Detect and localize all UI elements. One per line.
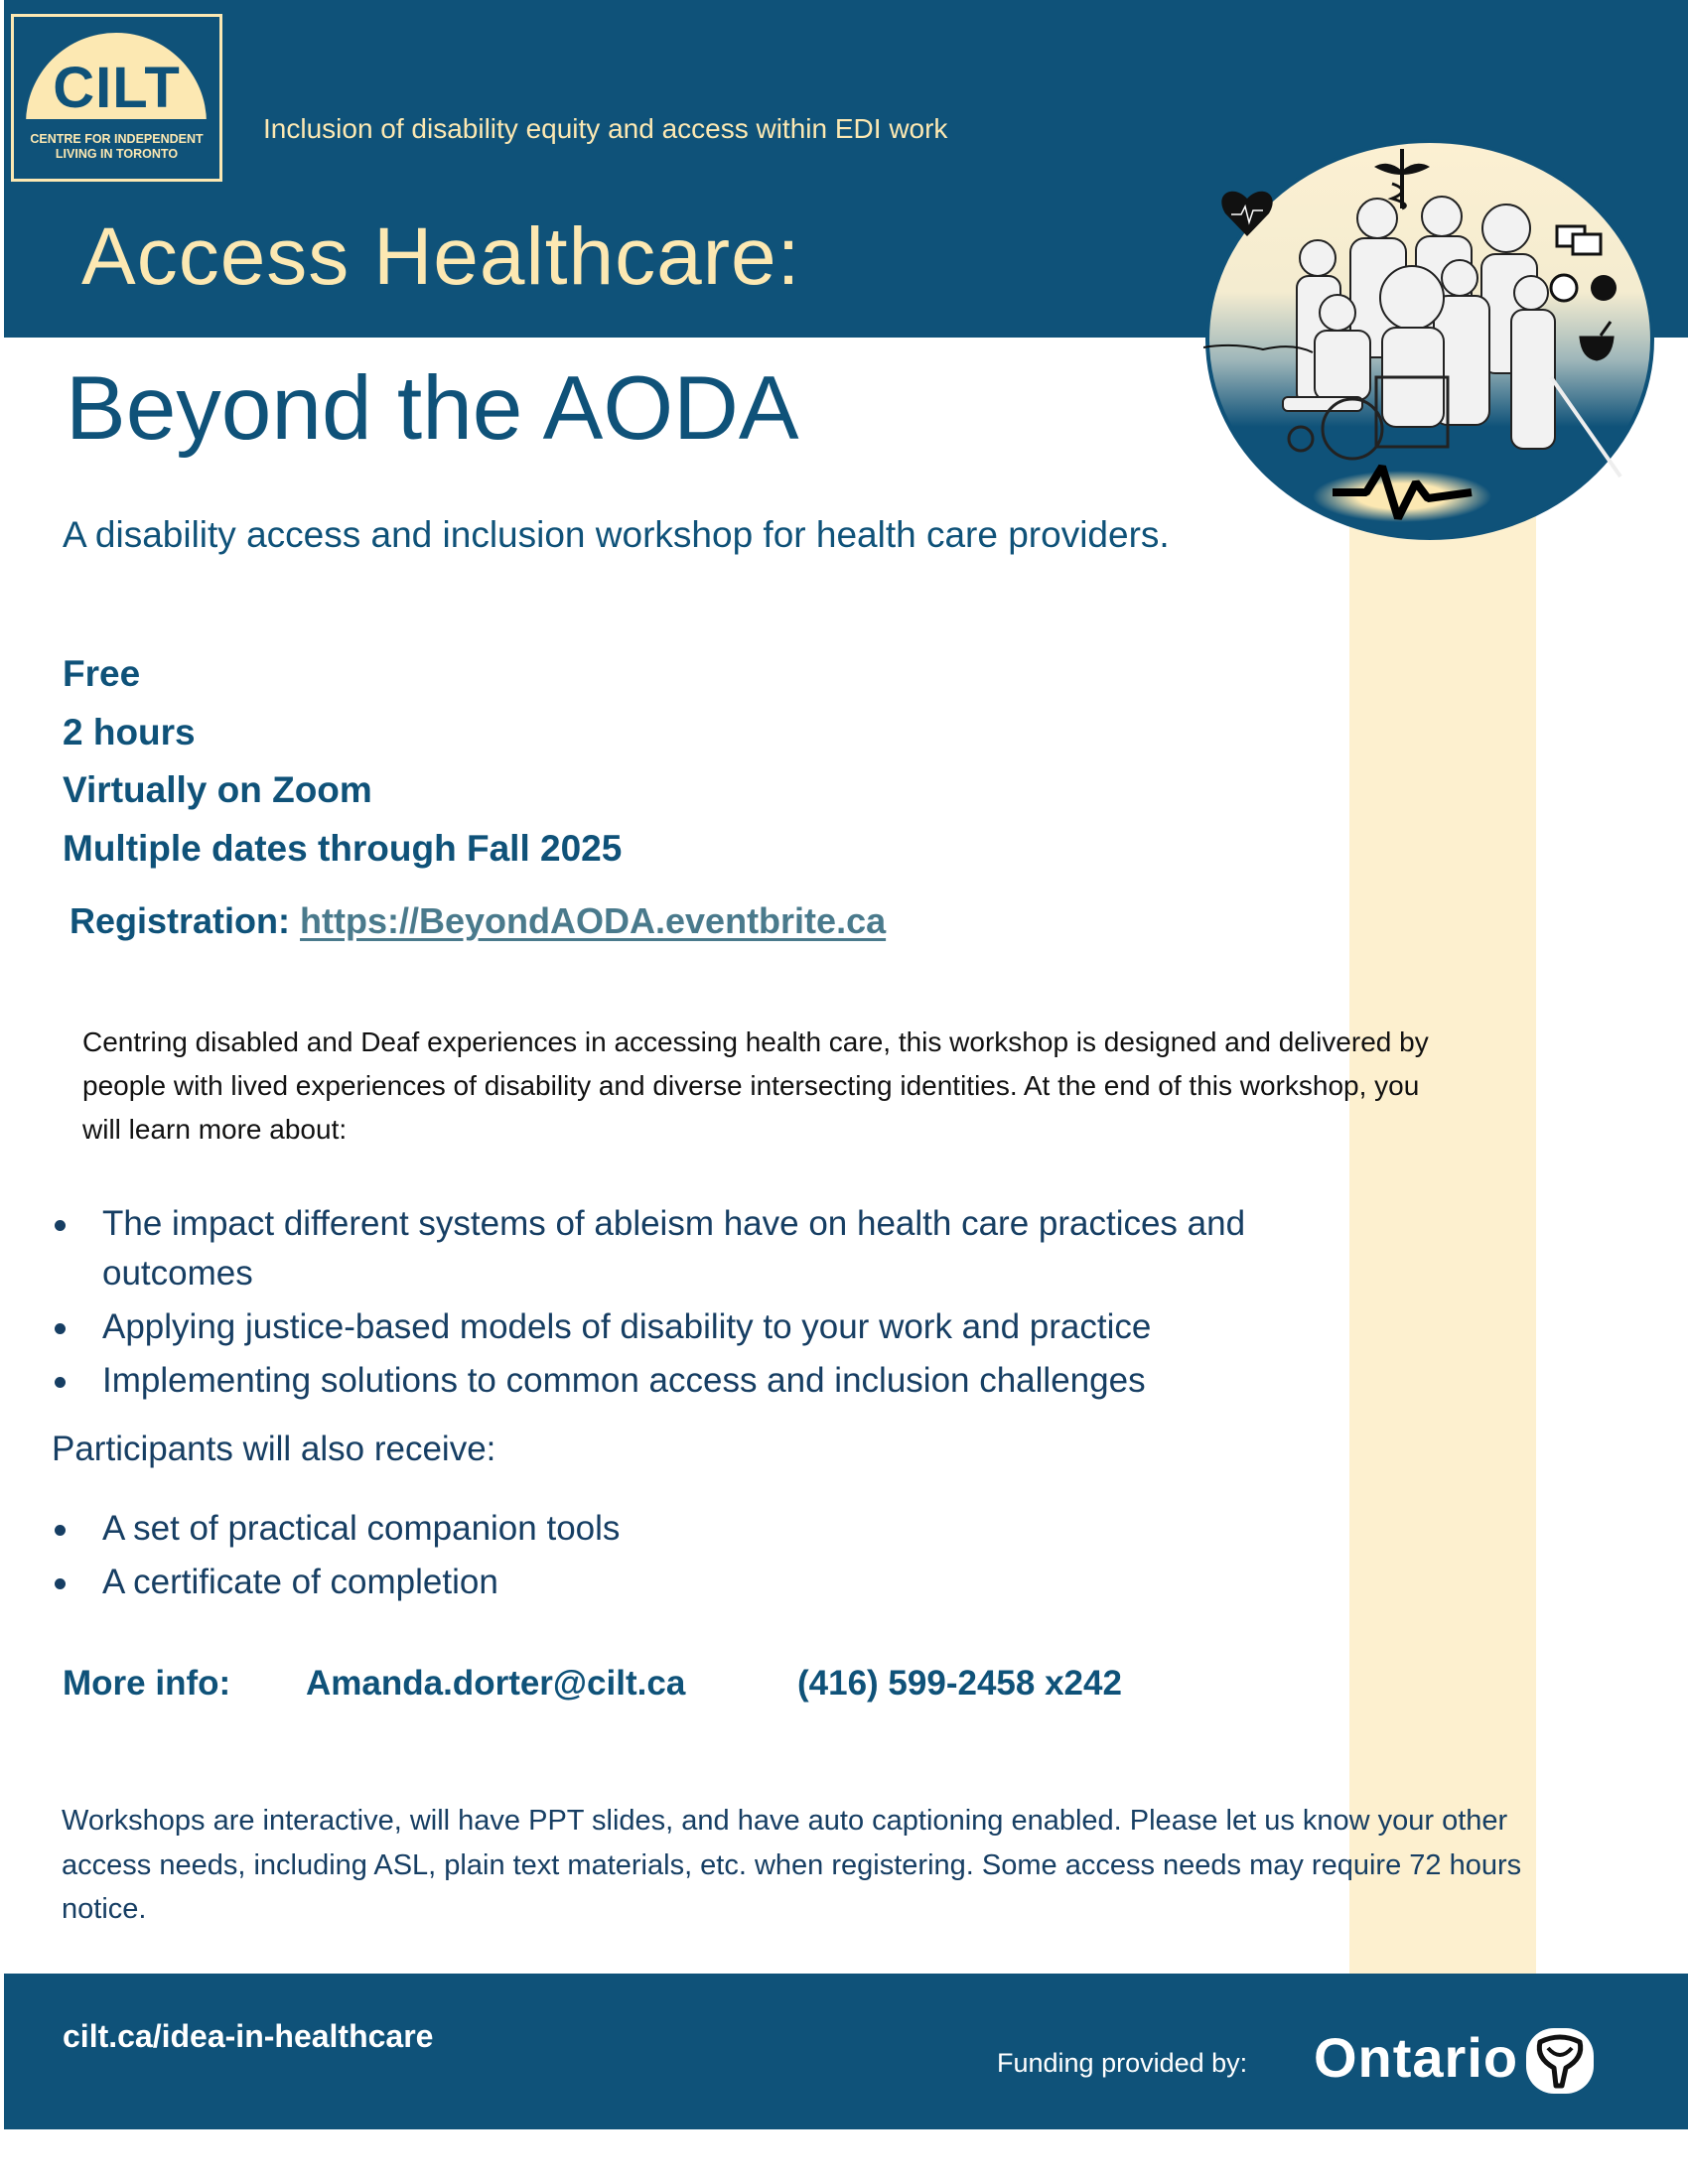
registration xyxy=(70,900,886,942)
fact-duration: 2 hours xyxy=(63,711,196,752)
contact-info xyxy=(63,1664,1122,1704)
logo-subtitle-line2: LIVING IN TORONTO xyxy=(55,147,179,161)
list-item xyxy=(50,1504,943,1554)
learning-outcomes-list xyxy=(50,1199,1370,1410)
more-info-label: More info: xyxy=(63,1664,231,1703)
funding-label: Funding provided by: xyxy=(997,2048,1248,2078)
logo-subtitle-line1: CENTRE FOR INDEPENDENT xyxy=(30,132,204,146)
registration-link[interactable]: https://BeyondAODA.eventbrite.ca xyxy=(300,900,887,941)
list-item xyxy=(50,1356,1370,1406)
people-illustration xyxy=(1203,139,1656,540)
contact-email[interactable]: Amanda.dorter@cilt.ca xyxy=(306,1664,686,1703)
bullet-icon xyxy=(55,1377,66,1388)
bullet-icon xyxy=(55,1578,66,1589)
list-item xyxy=(50,1199,1370,1298)
bullet-icon xyxy=(55,1220,66,1231)
intro-paragraph: Centring disabled and Deaf experiences in accessing health care, this workshop is designed and delivered by people with lived experiences of disability and diverse intersecting identities. At the end of this workshop, you will learn more about: xyxy=(82,1026,1429,1145)
logo-wordmark: CILT xyxy=(53,56,181,120)
trillium-icon xyxy=(1526,2028,1594,2094)
fact-dates: Multiple dates through Fall 2025 xyxy=(63,827,623,869)
ontario-logo-text: Ontario xyxy=(1314,2026,1519,2089)
fact-location: Virtually on Zoom xyxy=(63,769,372,810)
bullet-icon xyxy=(55,1323,66,1334)
list-item-text: Applying justice-based models of disability to your work and practice xyxy=(102,1307,1152,1346)
participants-label: Participants will also receive: xyxy=(52,1430,496,1468)
list-item-text: The impact different systems of ableism have on health care practices and outcomes xyxy=(102,1204,1246,1293)
cilt-logo[interactable] xyxy=(11,14,222,182)
bullet-icon xyxy=(55,1525,66,1536)
participant-benefits-list xyxy=(50,1504,943,1611)
contact-phone[interactable]: (416) 599-2458 x242 xyxy=(797,1664,1122,1703)
header-tagline: Inclusion of disability equity and access within EDI work xyxy=(263,113,948,144)
accessibility-notice: Workshops are interactive, will have PPT slides, and have auto captioning enabled. Please let us know your other access needs, including ASL, plain text materials, etc. when registering. Some access needs may require 72 hours notice. xyxy=(62,1805,1522,1925)
workshop-description: A disability access and inclusion workshop for health care providers. xyxy=(63,514,1170,555)
list-item-text: Implementing solutions to common access and inclusion challenges xyxy=(102,1361,1146,1400)
list-item-text: A set of practical companion tools xyxy=(102,1509,621,1548)
decorative-stripe xyxy=(1349,417,1536,1974)
workshop-facts xyxy=(63,645,622,878)
list-item xyxy=(50,1558,943,1607)
section-heading: Beyond the AODA xyxy=(66,358,799,459)
registration-label: Registration: xyxy=(70,900,291,941)
page-title: Access Healthcare: xyxy=(81,211,801,302)
trillium-svg xyxy=(1526,2028,1594,2094)
list-item-text: A certificate of completion xyxy=(102,1563,498,1601)
footer-url-link[interactable]: cilt.ca/idea-in-healthcare xyxy=(63,2018,434,2054)
fact-cost: Free xyxy=(63,653,141,694)
illustration-svg xyxy=(1203,139,1656,540)
list-item xyxy=(50,1302,1370,1352)
